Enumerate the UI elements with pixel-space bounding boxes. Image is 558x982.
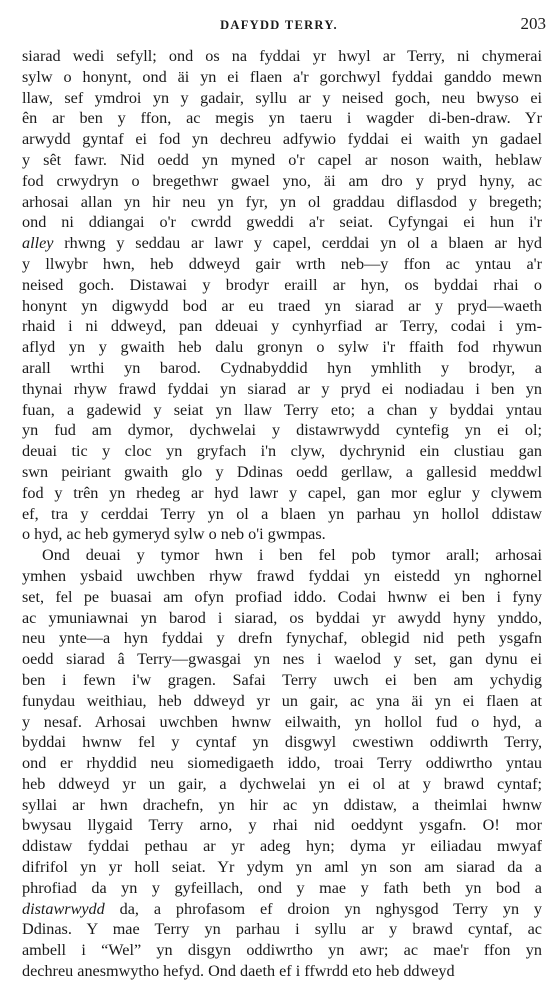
text-line bbox=[22, 753, 542, 774]
text-run: y nesaf. Arhosai uwchben hwnw eilwaith, yn hollol fud o hyd, a bbox=[22, 712, 542, 731]
text-line bbox=[22, 712, 542, 733]
text-run: set, fel pe buasai am ofyn profiad iddo. Codai hwnw ei ben i fyny bbox=[22, 587, 542, 606]
text-line bbox=[22, 961, 542, 982]
text-run: fod y trên yn rhedeg ar hyd lawr y capel, gan mor eglur y clywem bbox=[22, 483, 542, 502]
text-run: ond er rhyddid neu siomedigaeth iddo, troai Terry oddiwrtho yntau bbox=[22, 754, 542, 773]
text-run: arwydd gyntaf ei fod yn dechreu adfywio fyddai ei waith yn gadael bbox=[22, 130, 542, 149]
text-run: dechreu anesmwytho hefyd. Ond daeth ef i ffwrdd eto heb ddweyd bbox=[22, 962, 455, 981]
text-run: y sêt fawr. Nid oedd yn myned o'r capel ar noson waith, heblaw bbox=[22, 150, 542, 169]
text-line bbox=[22, 192, 542, 213]
text-run: fuan, a gadewid y seiat yn llaw Terry eto; a chan y byddai yntau bbox=[22, 400, 542, 419]
text-line bbox=[22, 919, 542, 940]
text-run: rhaid i ni ddweyd, pan ddeuai y cynhyrfiad ar Terry, codai i ym- bbox=[22, 317, 542, 336]
text-line bbox=[22, 462, 542, 483]
text-run: ymhen ysbaid uwchben rhyw frawd fyddai yn eistedd yn nghornel bbox=[22, 566, 542, 585]
text-run: neised goch. Distawai y brodyr eraill ar hyn, os byddai rhai o bbox=[22, 275, 542, 294]
text-line bbox=[22, 233, 542, 254]
text-line bbox=[22, 566, 542, 587]
text-run: llaw, sef ymdroi yn y gadair, syllu ar y neised goch, neu bwyso ei bbox=[22, 88, 542, 107]
body-text bbox=[22, 46, 542, 982]
text-line bbox=[22, 628, 542, 649]
text-line bbox=[22, 483, 542, 504]
text-run: arall wrthi yn barod. Cydnabyddid hyn ymhlith y brodyr, a bbox=[22, 358, 542, 377]
text-run: ef, tra y cerddai Terry yn ol a blaen yn parhau yn hollol ddistaw bbox=[22, 504, 542, 523]
text-line bbox=[22, 649, 542, 670]
text-run: yn fud am dymor, dychwelai y distawrwydd cyntefig yn ei ol; bbox=[22, 421, 542, 440]
text-line bbox=[22, 670, 542, 691]
text-line bbox=[22, 296, 542, 317]
running-head bbox=[0, 14, 558, 36]
text-line bbox=[22, 129, 542, 150]
text-line bbox=[22, 150, 542, 171]
text-line bbox=[22, 275, 542, 296]
text-line bbox=[22, 545, 542, 566]
text-run: siarad wedi sefyll; ond os na fyddai yr hwyl ar Terry, ni chymerai bbox=[22, 47, 542, 65]
text-run: byddai hwnw fel y cyntaf yn disgwyl cwestiwn oddiwrth Terry, bbox=[22, 733, 542, 752]
text-line bbox=[22, 878, 542, 899]
text-run: fod crwydryn o bregethwr gwael yno, äi am dro y pryd hyny, ac bbox=[22, 171, 542, 190]
text-run: oedd siarad â Terry—gwasgai yn nes i waelod y set, gan dynu ei bbox=[22, 650, 542, 669]
text-run: y llwybr hwn, heb ddweyd gair wrth neb—y ffon ac yntau a'r bbox=[22, 254, 542, 273]
text-line bbox=[22, 337, 542, 358]
text-line bbox=[22, 815, 542, 836]
text-line bbox=[22, 691, 542, 712]
running-title: DAFYDD TERRY. bbox=[220, 18, 338, 32]
text-line bbox=[22, 587, 542, 608]
text-run: honynt yn digwydd bod ar eu traed yn siarad ar y pryd—waeth bbox=[22, 296, 542, 315]
text-run: rhwng y seddau ar lawr y capel, cerddai yn ol a blaen ar hyd bbox=[53, 234, 542, 253]
text-run: ond ni ddiangai o'r cwrdd gweddi a'r seiat. Cyfyngai ei hun i'r bbox=[22, 213, 542, 232]
text-run: bwysau llygaid Terry arno, y rhai nid oeddynt ysgafn. O! mor bbox=[22, 816, 542, 835]
text-line bbox=[22, 88, 542, 109]
text-run: Ddinas. Y mae Terry yn parhau i syllu ar y brawd cyntaf, ac bbox=[22, 920, 542, 939]
text-run: ddistaw fyddai pethau ar yr adeg hyn; dyma yr eiliadau mwyaf bbox=[22, 837, 542, 856]
text-line bbox=[22, 857, 542, 878]
text-run: sylw o honynt, ond äi yn ei flaen a'r gorchwyl fyddai ganddo mewn bbox=[22, 67, 542, 86]
text-run: neu ynte—a hyn fyddai y drefn fynychaf, oblegid nid peth ysgafn bbox=[22, 629, 542, 648]
text-line bbox=[22, 899, 542, 920]
italic-word: alley bbox=[22, 234, 54, 253]
text-line bbox=[22, 524, 542, 545]
text-run: ên ar ben y ffon, ac megis yn taeru i wagder di-ben-draw. Yr bbox=[22, 109, 542, 128]
text-run: ben i fewn i'w gragen. Safai Terry uwch ei ben am ychydig bbox=[22, 670, 542, 689]
text-line bbox=[22, 732, 542, 753]
text-run: swn peiriant gwaith glo y Ddinas oedd gerllaw, a gallesid meddwl bbox=[22, 462, 542, 481]
text-run: arhosai allan yn hir neu yn fyr, yn ol graddau diflasdod y bregeth; bbox=[22, 192, 542, 211]
text-line bbox=[22, 940, 542, 961]
text-line bbox=[22, 420, 542, 441]
text-run: o hyd, ac heb gymeryd sylw o neb o'i gwmpas. bbox=[22, 525, 326, 544]
text-line bbox=[22, 608, 542, 629]
text-line bbox=[22, 504, 542, 525]
text-line bbox=[22, 795, 542, 816]
text-run: thynai rhyw frawd fyddai yn siarad ar y pryd ei nodiadau i ben yn bbox=[22, 379, 542, 398]
text-run: deuai tic y cloc yn gryfach i'n clyw, dychrynid ein clustiau gan bbox=[22, 442, 542, 461]
page-number: 203 bbox=[520, 14, 546, 33]
text-line bbox=[22, 108, 542, 129]
text-line bbox=[22, 379, 542, 400]
text-run: syllai ar hwn drachefn, yn hir ac yn ddistaw, a theimlai hwnw bbox=[22, 795, 542, 814]
text-run: ac ymuniawnai yn barod i siarad, os byddai yr awydd hyny ynddo, bbox=[22, 608, 542, 627]
text-run: Ond deuai y tymor hwn i ben fel pob tymor arall; arhosai bbox=[42, 546, 542, 565]
text-line bbox=[22, 358, 542, 379]
text-run: heb ddweyd yr un gair, a dychwelai yn ei ol at y brawd cyntaf; bbox=[22, 774, 542, 793]
text-line bbox=[22, 400, 542, 421]
text-line bbox=[22, 46, 542, 67]
italic-word: distawrwydd bbox=[22, 899, 105, 918]
text-line bbox=[22, 774, 542, 795]
text-line bbox=[22, 316, 542, 337]
text-line bbox=[22, 171, 542, 192]
text-line bbox=[22, 441, 542, 462]
text-line bbox=[22, 212, 542, 233]
text-run: funydau weithiau, heb ddweyd yr un gair, ac yna äi yn ei flaen at bbox=[22, 691, 542, 710]
text-line bbox=[22, 254, 542, 275]
text-run: phrofiad da yn y gyfeillach, ond y mae y fath beth yn bod a bbox=[22, 878, 542, 897]
text-line bbox=[22, 67, 542, 88]
text-run: aflyd yn y gwaith heb dalu gronyn o sylw i'r ffaith fod rhywun bbox=[22, 338, 542, 357]
text-run: da, a phrofasom ef droion yn nghysgod Terry yn y bbox=[104, 899, 542, 918]
text-run: ambell i “Wel” yn disgyn oddiwrtho yn awr; ac mae'r ffon yn bbox=[22, 941, 542, 960]
text-run: difrifol yn yr holl seiat. Yr ydym yn aml yn son am siarad da a bbox=[22, 858, 542, 877]
text-line bbox=[22, 836, 542, 857]
